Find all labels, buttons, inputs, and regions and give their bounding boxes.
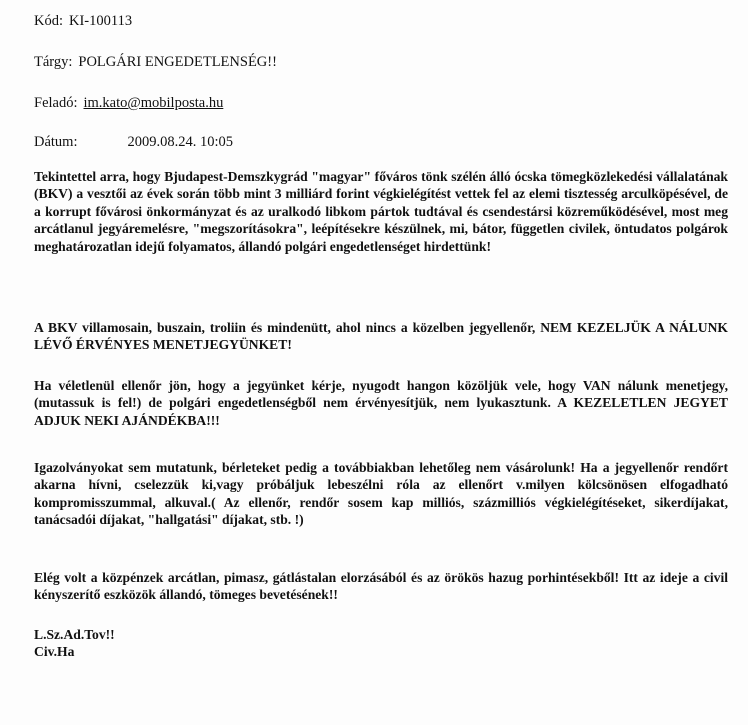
subject-value: POLGÁRI ENGEDETLENSÉG!! [78,54,277,70]
date-value: 2009.08.24. 10:05 [127,134,234,150]
code-label: Kód: [34,13,63,29]
paragraph-id-passes: Igazolványokat sem mutatunk, bérleteket pedig a továbbiakban lehetőleg nem vásárolunk! Ha a jegyellenőr rendőrt akarna hívni, cselezzük ki,vagy próbáljuk lebeszélni róla az ellenőrt v.milyen kölcsönösen elfogadható kompromisszummal, alkuval.( Az ellenőr, rendőr sosem kap milliós, százmilliós végkielégítéseket, sikerdíjakat, tanácsadói díjakat, "hallgatási" díjakat, stb. !) [34,460,728,528]
paragraph-announcement: Tekintettel arra, hogy Bjudapest-Demszkygrád "magyar" főváros tönk szélén álló ócska tömegközlekedési vállalatának (BKV) a vesztői az évek során több mint 3 milliárd forint végkielégítést vettek fel az elemi tisztesség arculköpésével, de a korrupt fővárosi önkormányzat és az uralkodó libkom pártok tudtával és csendestársi közreműködésével, most meg arcátlanul jegyáremelésre, "megszorításokra", leépítésekre készülnek, mi, bátor, független civilek, öntudatos polgárok meghatározatlan idejű folyamatos, állandó polgári engedetlenséget hirdettünk! [34,169,728,254]
paragraph-closing: Elég volt a közpénzek arcátlan, pimasz, gátlástalan elorzásából és az örökös hazug porhintésekből! Itt az ideje a civil kényszerítő eszközök állandó, tömeges bevetésének!! [34,570,728,603]
sender-line [34,94,223,112]
subject-line [34,53,277,71]
paragraph-ticket-rule: A BKV villamosain, buszain, troliin és mindenütt, ahol nincs a közelben jegyellenőr, NEM KEZELJÜK A NÁLUNK LÉVŐ ÉRVÉNYES MENETJEGYÜNKET! [34,320,728,353]
code-line [34,12,132,30]
sender-email-link[interactable]: im.kato@mobilposta.hu [83,95,224,111]
subject-label: Tárgy: [34,54,73,70]
date-label: Dátum: [34,134,78,150]
signature-line-2: Civ.Ha [34,644,75,660]
code-value: KI-100113 [69,13,133,29]
signature-block [34,626,115,661]
sender-label: Feladó: [34,95,78,111]
paragraph-inspector: Ha véletlenül ellenőr jön, hogy a jegyünket kérje, nyugodt hangon közöljük vele, hogy VAN nálunk menetjegy, (mutassuk is fel!) de polgári engedetlenségből nem érvényesítjük, nem lyukasztunk. A KEZELETLEN JEGYET ADJUK NEKI AJÁNDÉKBA!!! [34,378,728,428]
signature-line-1: L.Sz.Ad.Tov!! [34,627,115,642]
date-line [34,133,233,151]
